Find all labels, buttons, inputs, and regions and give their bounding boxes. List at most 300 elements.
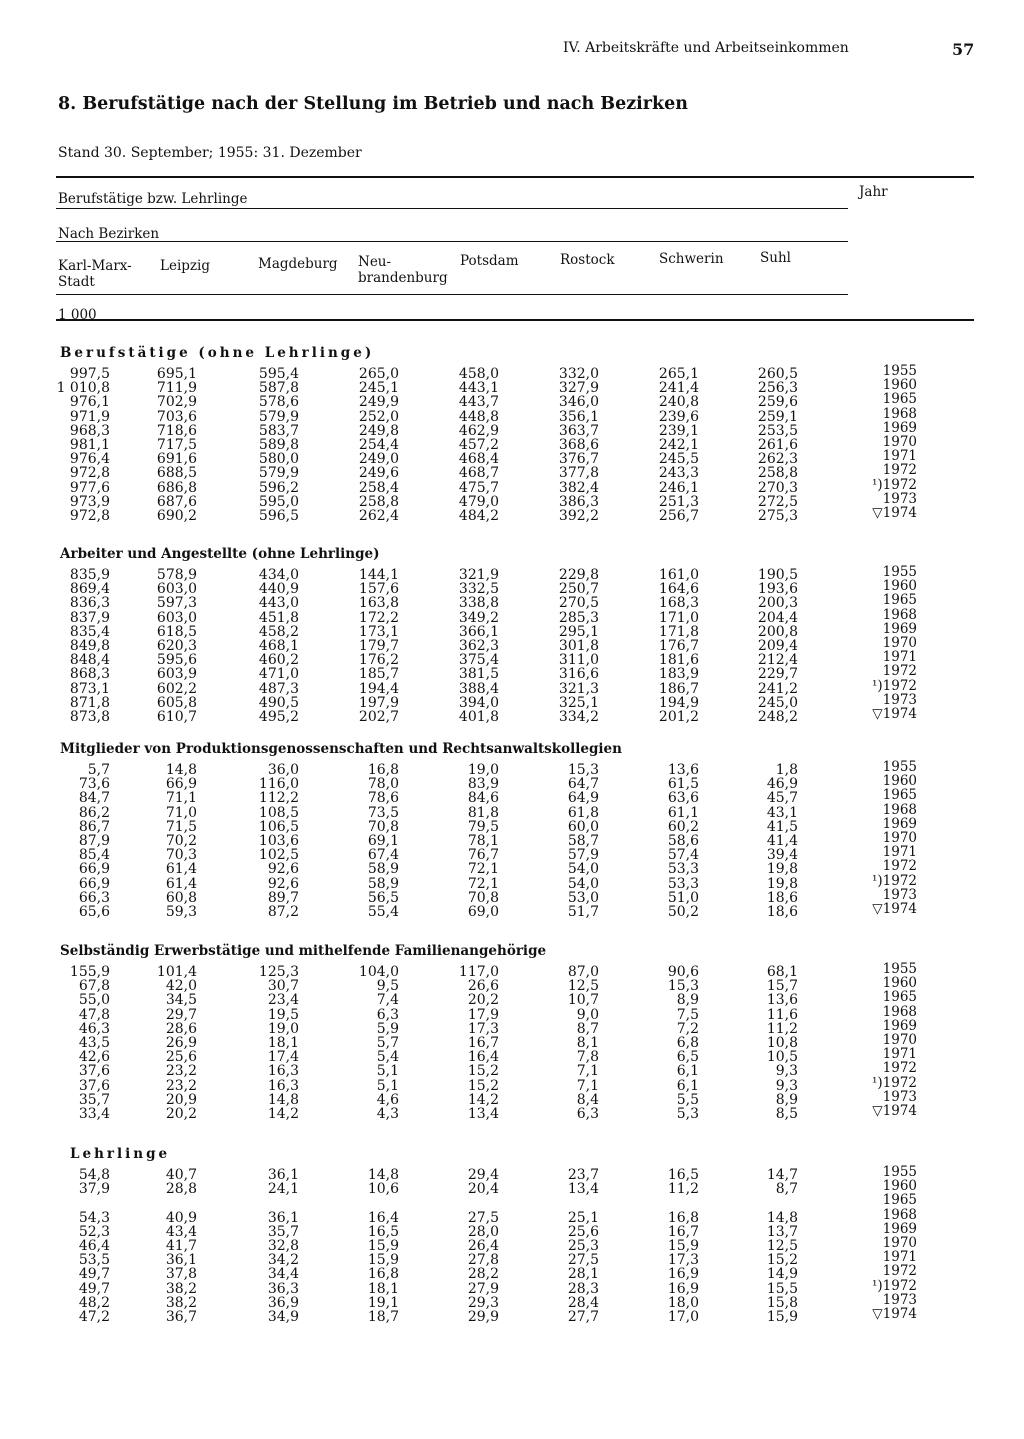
table-cell: 14,9	[766, 1266, 798, 1283]
year-cell: 1960	[882, 773, 917, 790]
year-cell: 1955	[882, 363, 917, 379]
year-cell: 1970	[882, 1032, 917, 1048]
year-cell: 1972	[882, 663, 917, 680]
table-cell: 241,4	[658, 380, 699, 397]
table-cell: 448,8	[458, 408, 499, 425]
table-cell: 64,7	[567, 776, 599, 793]
year-cell: 1965	[882, 1192, 917, 1209]
table-cell: 58,9	[367, 861, 399, 878]
table-cell: 14,2	[467, 1091, 499, 1108]
table-cell: 981,1	[69, 437, 110, 453]
column-header-line: Leipzig	[160, 258, 210, 274]
year-cell: 1973	[882, 1088, 917, 1105]
table-cell: 596,2	[258, 479, 299, 496]
table-cell: 47,8	[78, 1006, 110, 1023]
table-cell: 16,5	[667, 1167, 699, 1183]
table-cell: 254,4	[358, 437, 399, 453]
table-cell: 8,1	[576, 1035, 599, 1051]
table-cell: 265,1	[658, 366, 699, 382]
table-cell: 66,9	[165, 776, 197, 793]
table-cell: 5,4	[376, 1049, 399, 1066]
table-cell: 86,7	[78, 818, 110, 835]
year-cell: 1965	[882, 391, 917, 408]
table-cell: 14,8	[766, 1209, 798, 1226]
table-cell: 41,7	[165, 1238, 197, 1254]
table-cell: 23,2	[165, 1077, 197, 1094]
table-cell: 209,4	[757, 638, 798, 654]
table-cell: 19,5	[267, 1006, 299, 1023]
table-cell: 65,6	[78, 904, 110, 920]
table-cell: 603,0	[156, 609, 197, 626]
table-cell: 5,7	[376, 1035, 399, 1051]
table-cell: 69,1	[367, 833, 399, 849]
table-cell: 392,2	[558, 508, 599, 524]
year-cell: 1965	[882, 989, 917, 1006]
year-cell: ▽1974	[872, 505, 917, 521]
table-cell: 272,5	[757, 493, 798, 510]
column-header-line: Rostock	[560, 252, 615, 268]
table-cell: 434,0	[258, 567, 299, 583]
table-cell: 246,1	[658, 479, 699, 496]
table-cell: 57,9	[567, 847, 599, 864]
table-cell: 202,7	[358, 709, 399, 725]
table-cell: 869,4	[69, 581, 110, 598]
table-cell: 15,9	[667, 1238, 699, 1254]
table-cell: 106,5	[258, 818, 299, 835]
table-cell: 16,8	[367, 1266, 399, 1283]
table-cell: 89,7	[267, 889, 299, 906]
year-cell: 1968	[882, 405, 917, 422]
table-cell: 377,8	[558, 465, 599, 482]
year-cell: ¹)1972	[871, 476, 917, 493]
year-cell: 1971	[882, 649, 917, 666]
table-cell: 11,2	[766, 1020, 798, 1037]
table-cell: 57,4	[667, 847, 699, 864]
table-cell: 8,5	[775, 1106, 798, 1122]
table-cell: 14,8	[367, 1167, 399, 1183]
table-cell: 602,2	[156, 680, 197, 697]
table-cell: 67,4	[367, 847, 399, 864]
table-cell: 16,3	[267, 1063, 299, 1080]
table-cell: 27,7	[567, 1309, 599, 1325]
year-cell: 1971	[882, 1046, 917, 1063]
table-cell: 457,2	[458, 437, 499, 453]
year-cell: 1972	[882, 858, 917, 875]
table-cell: 61,1	[667, 804, 699, 821]
table-cell: 60,2	[667, 818, 699, 835]
table-cell: 8,9	[775, 1091, 798, 1108]
table-cell: 443,7	[458, 394, 499, 411]
header-rule-3	[56, 294, 848, 295]
table-cell: 7,1	[576, 1063, 599, 1080]
column-header-line: Potsdam	[460, 253, 519, 269]
table-cell: 27,5	[567, 1252, 599, 1269]
table-cell: 15,2	[467, 1063, 499, 1080]
table-cell: 13,6	[766, 992, 798, 1009]
year-cell: 1973	[882, 490, 917, 507]
table-cell: 376,7	[558, 451, 599, 468]
table-cell: 183,9	[658, 666, 699, 683]
table-cell: 28,4	[567, 1294, 599, 1311]
table-cell: 29,4	[467, 1167, 499, 1183]
table-cell: 868,3	[69, 666, 110, 683]
table-cell: 490,5	[258, 694, 299, 711]
table-cell: 262,4	[358, 508, 399, 524]
table-cell: 193,6	[757, 581, 798, 598]
table-cell: 19,8	[766, 861, 798, 878]
table-cell: 42,6	[78, 1049, 110, 1066]
table-cell: 349,2	[458, 609, 499, 626]
table-cell: 69,0	[467, 904, 499, 920]
table-cell: 687,6	[156, 493, 197, 510]
table-cell: 176,2	[358, 652, 399, 669]
table-cell: 242,1	[658, 437, 699, 453]
table-cell: 10,7	[567, 992, 599, 1009]
region-label: Nach Bezirken	[58, 226, 160, 242]
table-cell: 70,2	[165, 833, 197, 849]
table-cell: 18,6	[766, 904, 798, 920]
table-cell: 15,5	[766, 1280, 798, 1297]
year-cell: ¹)1972	[871, 1074, 917, 1091]
table-cell: 212,4	[757, 652, 798, 669]
table-cell: 275,3	[757, 508, 798, 524]
table-cell: 157,6	[358, 581, 399, 598]
year-cell: 1960	[882, 1178, 917, 1195]
table-cell: 249,6	[358, 465, 399, 482]
table-cell: 6,5	[676, 1049, 699, 1066]
table-cell: 20,2	[467, 992, 499, 1009]
table-cell: 25,6	[165, 1049, 197, 1066]
page-number: 57	[952, 40, 975, 59]
table-cell: 38,2	[165, 1280, 197, 1297]
table-cell: 48,2	[78, 1294, 110, 1311]
table-cell: 16,5	[367, 1223, 399, 1240]
table-cell: 30,7	[267, 978, 299, 995]
table-cell: 703,6	[156, 408, 197, 425]
table-cell: 185,7	[358, 666, 399, 683]
table-cell: 245,5	[658, 451, 699, 468]
table-cell: 58,6	[667, 833, 699, 849]
table-cell: 835,4	[69, 623, 110, 640]
table-cell: 37,6	[78, 1077, 110, 1094]
table-cell: 28,0	[467, 1223, 499, 1240]
table-cell: 605,8	[156, 694, 197, 711]
table-cell: 7,5	[676, 1006, 699, 1023]
table-cell: 87,9	[78, 833, 110, 849]
table-cell: 245,1	[358, 380, 399, 397]
year-cell: ¹)1972	[871, 1277, 917, 1294]
table-cell: 25,6	[567, 1223, 599, 1240]
table-cell: 38,2	[165, 1294, 197, 1311]
table-cell: 702,9	[156, 394, 197, 411]
year-cell: ▽1974	[872, 1103, 917, 1119]
table-cell: 19,1	[367, 1294, 399, 1311]
table-cell: 28,1	[567, 1266, 599, 1283]
table-cell: 36,1	[165, 1252, 197, 1269]
table-cell: 26,4	[467, 1238, 499, 1254]
table-cell: 18,1	[367, 1280, 399, 1297]
table-cell: 18,6	[766, 889, 798, 906]
table-cell: 15,8	[766, 1294, 798, 1311]
table-cell: 29,3	[467, 1294, 499, 1311]
table-cell: 78,0	[367, 776, 399, 793]
table-subtitle: Stand 30. September; 1955: 31. Dezember	[58, 145, 362, 161]
table-cell: 42,0	[165, 978, 197, 995]
table-cell: 172,2	[358, 609, 399, 626]
year-cell: 1955	[882, 564, 917, 580]
table-cell: 14,7	[766, 1167, 798, 1183]
table-title: 8. Berufstätige nach der Stellung im Betrieb und nach Bezirken	[58, 94, 688, 114]
table-cell: 37,9	[78, 1181, 110, 1198]
table-cell: 7,2	[676, 1020, 699, 1037]
table-cell: 363,7	[558, 422, 599, 439]
table-cell: 86,2	[78, 804, 110, 821]
table-cell: 579,9	[258, 465, 299, 482]
table-cell: 229,8	[558, 567, 599, 583]
table-cell: 7,4	[376, 992, 399, 1009]
table-cell: 51,0	[667, 889, 699, 906]
table-cell: 18,1	[267, 1035, 299, 1051]
table-cell: 11,2	[667, 1181, 699, 1198]
year-cell: 1970	[882, 434, 917, 450]
table-cell: 250,7	[558, 581, 599, 598]
column-header-neubrandenburg	[358, 254, 448, 286]
table-cell: 1,8	[775, 762, 798, 778]
table-cell: 17,3	[467, 1020, 499, 1037]
table-cell: 259,6	[757, 394, 798, 411]
section-title: Selbständig Erwerbstätige und mithelfende Familienangehörige	[60, 943, 547, 959]
table-cell: 16,7	[667, 1223, 699, 1240]
table-cell: 579,9	[258, 408, 299, 425]
year-cell: 1968	[882, 606, 917, 623]
table-cell: 8,7	[775, 1181, 798, 1198]
table-cell: 251,3	[658, 493, 699, 510]
table-cell: 14,8	[165, 762, 197, 778]
table-cell: 256,7	[658, 508, 699, 524]
table-cell: 610,7	[156, 709, 197, 725]
table-cell: 578,9	[156, 567, 197, 583]
table-cell: 321,9	[458, 567, 499, 583]
table-cell: 595,0	[258, 493, 299, 510]
year-cell: 1965	[882, 592, 917, 609]
table-cell: 301,8	[558, 638, 599, 654]
table-cell: 375,4	[458, 652, 499, 669]
table-cell: 262,3	[757, 451, 798, 468]
table-cell: 5,5	[676, 1091, 699, 1108]
table-cell: 346,0	[558, 394, 599, 411]
column-header-line: brandenburg	[358, 270, 448, 286]
table-cell: 73,6	[78, 776, 110, 793]
table-cell: 6,1	[676, 1077, 699, 1094]
table-cell: 972,8	[69, 508, 110, 524]
table-cell: 10,5	[766, 1049, 798, 1066]
table-cell: 56,5	[367, 889, 399, 906]
table-cell: 618,5	[156, 623, 197, 640]
table-cell: 194,9	[658, 694, 699, 711]
table-cell: 190,5	[757, 567, 798, 583]
table-cell: 68,1	[766, 964, 798, 980]
table-cell: 475,7	[458, 479, 499, 496]
table-cell: 63,6	[667, 790, 699, 807]
column-header-suhl	[760, 250, 791, 266]
table-cell: 252,0	[358, 408, 399, 425]
section-title: Mitglieder von Produktionsgenossenschaften und Rechtsanwaltskollegien	[60, 741, 622, 757]
table-cell: 32,8	[267, 1238, 299, 1254]
table-cell: 194,4	[358, 680, 399, 697]
table-cell: 270,3	[757, 479, 798, 496]
table-cell: 327,9	[558, 380, 599, 397]
year-cell: ¹)1972	[871, 872, 917, 889]
table-cell: 53,0	[567, 889, 599, 906]
year-cell: 1972	[882, 1263, 917, 1280]
table-cell: 229,7	[757, 666, 798, 683]
table-cell: 17,9	[467, 1006, 499, 1023]
table-cell: 7,8	[576, 1049, 599, 1066]
section-title: Lehrlinge	[70, 1146, 171, 1162]
table-cell: 468,1	[258, 638, 299, 654]
header-top-label: Berufstätige bzw. Lehrlinge	[58, 191, 248, 207]
table-cell: 243,3	[658, 465, 699, 482]
year-cell: 1968	[882, 1206, 917, 1223]
table-cell: 836,3	[69, 595, 110, 612]
table-cell: 54,8	[78, 1167, 110, 1183]
table-cell: 690,2	[156, 508, 197, 524]
column-header-line: Magdeburg	[258, 256, 338, 272]
table-cell: 112,2	[258, 790, 299, 807]
table-cell: 458,0	[458, 366, 499, 382]
table-cell: 36,9	[267, 1294, 299, 1311]
table-cell: 973,9	[69, 493, 110, 510]
year-cell: 1970	[882, 830, 917, 846]
table-cell: 201,2	[658, 709, 699, 725]
table-cell: 332,0	[558, 366, 599, 382]
table-cell: 84,6	[467, 790, 499, 807]
table-cell: 6,3	[576, 1106, 599, 1122]
table-cell: 53,3	[667, 875, 699, 892]
year-cell: 1969	[882, 419, 917, 436]
table-cell: 36,3	[267, 1280, 299, 1297]
table-cell: 90,6	[667, 964, 699, 980]
table-cell: 997,5	[69, 366, 110, 382]
table-cell: 325,1	[558, 694, 599, 711]
table-cell: 4,3	[376, 1106, 399, 1122]
table-cell: 16,7	[467, 1035, 499, 1051]
table-cell: 27,9	[467, 1280, 499, 1297]
table-cell: 356,1	[558, 408, 599, 425]
table-cell: 9,3	[775, 1077, 798, 1094]
table-cell: 144,1	[358, 567, 399, 583]
table-cell: 47,2	[78, 1309, 110, 1325]
table-cell: 55,0	[78, 992, 110, 1009]
table-cell: 580,0	[258, 451, 299, 468]
table-cell: 835,9	[69, 567, 110, 583]
table-cell: 28,6	[165, 1020, 197, 1037]
table-cell: 256,3	[757, 380, 798, 397]
table-cell: 583,7	[258, 422, 299, 439]
table-cell: 285,3	[558, 609, 599, 626]
table-cell: 968,3	[69, 422, 110, 439]
table-cell: 589,8	[258, 437, 299, 453]
table-cell: 595,6	[156, 652, 197, 669]
table-cell: 9,3	[775, 1063, 798, 1080]
table-cell: 25,1	[567, 1209, 599, 1226]
table-cell: 79,5	[467, 818, 499, 835]
year-cell: ▽1974	[872, 901, 917, 917]
table-cell: 603,0	[156, 581, 197, 598]
table-cell: 976,1	[69, 394, 110, 411]
table-cell: 462,9	[458, 422, 499, 439]
table-cell: 20,9	[165, 1091, 197, 1108]
table-cell: 388,4	[458, 680, 499, 697]
table-cell: 249,9	[358, 394, 399, 411]
table-cell: 5,7	[87, 762, 110, 778]
table-cell: 163,8	[358, 595, 399, 612]
table-cell: 20,2	[165, 1106, 197, 1122]
table-cell: 249,8	[358, 422, 399, 439]
table-cell: 103,6	[258, 833, 299, 849]
column-header-magdeburg	[258, 256, 338, 272]
table-cell: 253,5	[757, 422, 798, 439]
table-cell: 458,2	[258, 623, 299, 640]
table-cell: 46,9	[766, 776, 798, 793]
table-cell: 197,9	[358, 694, 399, 711]
table-cell: 8,9	[676, 992, 699, 1009]
table-cell: 28,2	[467, 1266, 499, 1283]
table-cell: 15,3	[667, 978, 699, 995]
header-rule-1	[56, 208, 848, 209]
table-cell: 78,1	[467, 833, 499, 849]
table-cell: 46,4	[78, 1238, 110, 1254]
year-cell: 1971	[882, 844, 917, 861]
table-cell: 11,6	[766, 1006, 798, 1023]
table-cell: 92,6	[267, 861, 299, 878]
table-cell: 871,8	[69, 694, 110, 711]
table-cell: 52,3	[78, 1223, 110, 1240]
table-cell: 18,0	[667, 1294, 699, 1311]
table-cell: 54,0	[567, 861, 599, 878]
year-column-header: Jahr	[859, 184, 888, 200]
table-cell: 92,6	[267, 875, 299, 892]
year-cell: 1968	[882, 801, 917, 818]
column-header-potsdam	[460, 253, 519, 269]
header-bottom-rule	[56, 319, 974, 321]
year-cell: 1968	[882, 1003, 917, 1020]
table-cell: 6,1	[676, 1063, 699, 1080]
table-cell: 36,1	[267, 1209, 299, 1226]
table-cell: 58,9	[367, 875, 399, 892]
table-cell: 17,3	[667, 1252, 699, 1269]
table-cell: 34,2	[267, 1252, 299, 1269]
table-cell: 19,0	[467, 762, 499, 778]
table-cell: 1 010,8	[56, 380, 110, 397]
table-cell: 468,7	[458, 465, 499, 482]
table-cell: 155,9	[69, 964, 110, 980]
table-cell: 10,8	[766, 1035, 798, 1051]
table-cell: 15,9	[367, 1252, 399, 1269]
table-cell: 460,2	[258, 652, 299, 669]
table-cell: 71,0	[165, 804, 197, 821]
table-cell: 27,5	[467, 1209, 499, 1226]
table-cell: 73,5	[367, 804, 399, 821]
year-cell: 1969	[882, 620, 917, 637]
table-cell: 711,9	[156, 380, 197, 397]
chapter-header: IV. Arbeitskräfte und Arbeitseinkommen	[563, 40, 849, 56]
table-cell: 265,0	[358, 366, 399, 382]
table-cell: 17,4	[267, 1049, 299, 1066]
year-cell: ¹)1972	[871, 677, 917, 694]
table-cell: 13,4	[467, 1106, 499, 1122]
table-cell: 71,5	[165, 818, 197, 835]
